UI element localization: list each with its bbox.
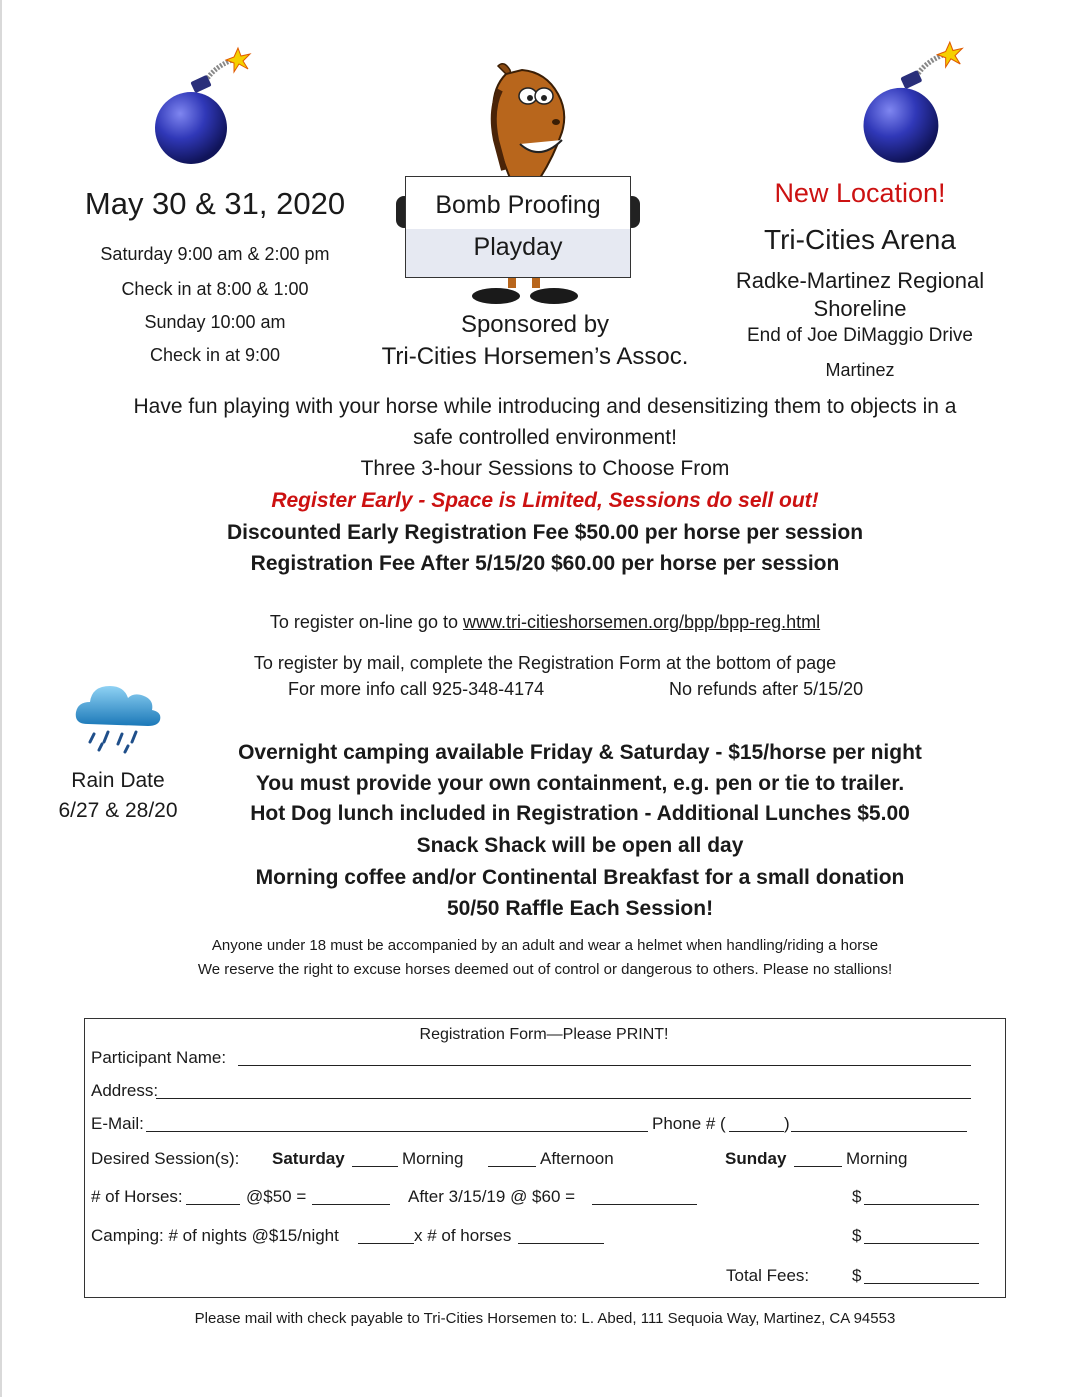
mail-register-line: To register by mail, complete the Registration Form at the bottom of page	[253, 653, 837, 673]
event-sign	[405, 176, 631, 278]
address-field[interactable]	[156, 1098, 971, 1099]
total-fees-label: Total Fees:	[726, 1266, 810, 1285]
bomb-icon	[858, 38, 973, 168]
dollar-sign: $	[852, 1266, 862, 1285]
saturday-morning-label: Morning	[402, 1149, 464, 1168]
page-edge	[0, 0, 2, 1397]
schedule-line: Sunday 10:00 am	[144, 312, 286, 332]
email-label: E-Mail:	[91, 1114, 144, 1133]
amenity-line: 50/50 Raffle Each Session!	[446, 897, 714, 920]
schedule-line: Check in at 9:00	[149, 345, 281, 365]
phone-paren: )	[784, 1114, 790, 1133]
phone-number-field[interactable]	[791, 1131, 967, 1132]
schedule-line: Saturday 9:00 am & 2:00 pm	[100, 244, 330, 264]
horse-mascot	[470, 60, 580, 188]
session-fee-field[interactable]	[864, 1204, 979, 1205]
dollar-sign: $	[852, 1187, 862, 1206]
address-line: Radke-Martinez Regional	[735, 268, 985, 293]
sunday-morning-label: Morning	[846, 1149, 908, 1168]
saturday-morning-field[interactable]	[352, 1166, 398, 1167]
intro-line: Have fun playing with your horse while introducing and desensitizing them to objects in a	[133, 395, 957, 418]
sessions-line: Three 3-hour Sessions to Choose From	[360, 457, 730, 480]
saturday-afternoon-label: Afternoon	[540, 1149, 614, 1168]
online-register-prefix: To register on-line go to	[269, 612, 463, 632]
horses-label: # of Horses:	[91, 1187, 183, 1206]
camping-horses-field[interactable]	[518, 1243, 604, 1244]
sponsor-label: Sponsored by	[460, 311, 610, 338]
intro-line: safe controlled environment!	[413, 426, 677, 449]
rain-date-value: 6/27 & 28/20	[58, 799, 178, 822]
participant-name-field[interactable]	[238, 1065, 971, 1066]
amenity-line: Morning coffee and/or Continental Breakfast for a small donation	[255, 866, 905, 889]
sponsor-name: Tri-Cities Horsemen’s Assoc.	[381, 343, 689, 370]
late-price-label: After 3/15/19 @ $60 =	[408, 1187, 576, 1206]
address-line: End of Joe DiMaggio Drive	[747, 325, 973, 346]
total-fees-field[interactable]	[864, 1283, 979, 1284]
x-horses-label: x # of horses	[414, 1226, 512, 1245]
refund-notice: No refunds after 5/15/20	[669, 679, 864, 699]
camping-nights-field[interactable]	[358, 1243, 414, 1244]
session-label: Desired Session(s):	[91, 1149, 240, 1168]
address-line: Shoreline	[813, 296, 907, 321]
sunday-morning-field[interactable]	[794, 1166, 842, 1167]
price-50-label: @$50 =	[246, 1187, 307, 1206]
bomb-icon	[150, 44, 260, 169]
horse-feet	[470, 274, 580, 306]
amenity-line: Overnight camping available Friday & Saturday - $15/horse per night	[238, 741, 922, 764]
rule-line: Anyone under 18 must be accompanied by an adult and wear a helmet when handling/riding a horse	[211, 937, 879, 954]
amenity-line: Snack Shack will be open all day	[416, 834, 744, 857]
sunday-label: Sunday	[725, 1149, 787, 1168]
sign-title-line2: Playday	[473, 233, 563, 261]
online-register-line	[60, 612, 1030, 633]
camping-fee-field[interactable]	[864, 1243, 979, 1244]
arena-name: Tri-Cities Arena	[764, 224, 956, 255]
event-date: May 30 & 31, 2020	[84, 186, 346, 221]
address-line: Martinez	[825, 360, 895, 380]
phone-label: Phone # (	[652, 1114, 726, 1133]
saturday-afternoon-field[interactable]	[488, 1166, 536, 1167]
amenity-line: You must provide your own containment, e.g. pen or tie to trailer.	[255, 772, 905, 795]
schedule-line: Check in at 8:00 & 1:00	[121, 279, 309, 299]
late-subtotal-field[interactable]	[592, 1204, 697, 1205]
sign-title-line1: Bomb Proofing	[435, 191, 601, 219]
rule-line: We reserve the right to excuse horses deemed out of control or dangerous to others. Please no stallions!	[197, 961, 893, 978]
early-fee: Discounted Early Registration Fee $50.00 per horse per session	[226, 521, 864, 544]
mailing-instructions: Please mail with check payable to Tri-Cities Horsemen to: L. Abed, 111 Sequoia Way, Martinez, CA 94553	[194, 1310, 896, 1327]
register-early-notice: Register Early - Space is Limited, Sessions do sell out!	[271, 489, 819, 512]
form-title: Registration Form—Please PRINT!	[419, 1026, 669, 1043]
dollar-sign: $	[852, 1226, 862, 1245]
horses-count-field[interactable]	[186, 1204, 240, 1205]
rain-date-label: Rain Date	[71, 769, 165, 792]
late-fee: Registration Fee After 5/15/20 $60.00 per horse per session	[250, 552, 840, 575]
new-location-label: New Location!	[774, 178, 946, 208]
email-field[interactable]	[146, 1131, 648, 1132]
saturday-label: Saturday	[272, 1149, 345, 1168]
info-phone: For more info call 925-348-4174	[288, 679, 545, 699]
camping-label: Camping: # of nights @$15/night	[91, 1226, 339, 1245]
amenity-line: Hot Dog lunch included in Registration - Additional Lunches $5.00	[250, 802, 910, 825]
registration-link[interactable]: www.tri-citieshorsemen.org/bpp/bpp-reg.html	[462, 612, 821, 632]
participant-label: Participant Name:	[91, 1048, 227, 1067]
phone-area-code-field[interactable]	[729, 1131, 784, 1132]
early-subtotal-field[interactable]	[312, 1204, 390, 1205]
address-label: Address:	[91, 1081, 159, 1100]
